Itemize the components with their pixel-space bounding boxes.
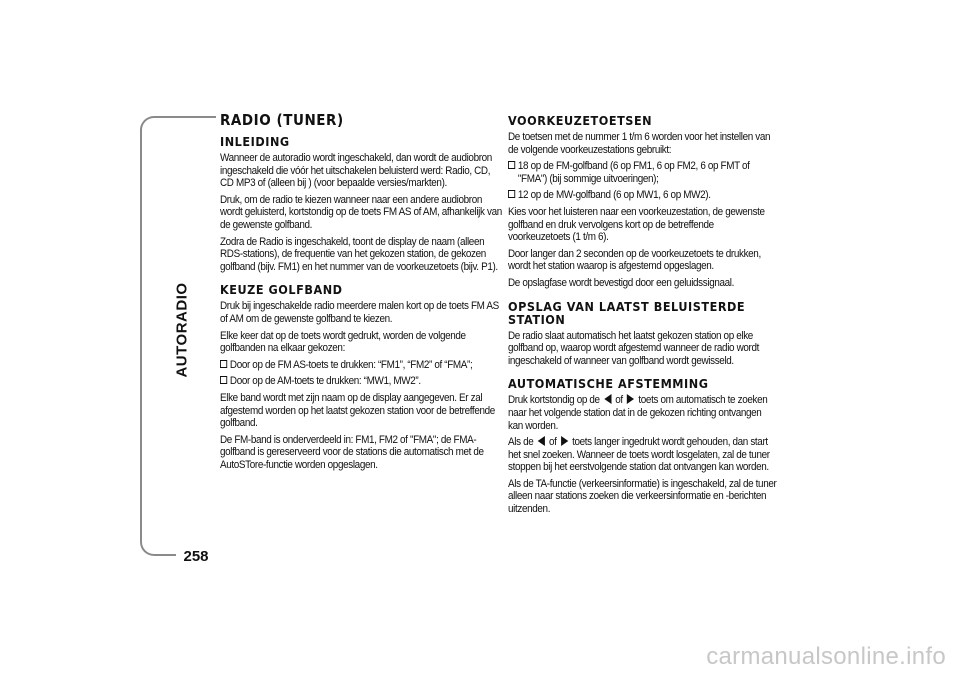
paragraph-band-3: Elke band wordt met zijn naam op de display aangegeven. Er zal afgestemd worden op het laatst gekozen station voor de betreffende golfband. — [220, 391, 495, 430]
bullet-item — [508, 160, 778, 185]
heading-inleiding: INLEIDING — [220, 134, 290, 149]
paragraph-intro-3: Zodra de Radio is ingeschakeld, toont de display de naam (alleen RDS-stations), de frequentie van het gekozen station, de gekozen golfband (bijv. FM1) en het nummer van de voorkeuzetoets (bijv. P1). — [220, 235, 498, 273]
text-fragment: toets langer ingedrukt wordt gehouden, dan start het snel zoeken. Wanneer de toets wordt losgelaten, zal de tuner stoppen bij het eerstvolgende station dat ontvangen kan worden. — [508, 436, 770, 474]
paragraph-intro-2: Druk, om de radio te kiezen wanneer naar een andere audiobron wordt geluisterd, kortstondig op de toets FM AS of AM, afhankelijk van de gewenste golfband. — [220, 193, 502, 231]
paragraph-preset-4: De opslagfase wordt bevestigd door een geluidssignaal. — [508, 276, 735, 289]
checkbox-bullet-icon — [220, 360, 227, 368]
paragraph-intro-1: Wanneer de autoradio wordt ingeschakeld, dan wordt de audiobron ingeschakeld die vóór het uitschakelen beluisterd werd: Radio, CD, CD MP3 of (alleen bij ) (voor bepaalde versies/markten). — [220, 152, 492, 190]
text-fragment: toets om automatisch te zoeken naar het volgende station dat in de gekozen richting ontvangen kan worden. — [508, 394, 768, 432]
checkbox-bullet-icon — [220, 376, 227, 384]
paragraph-band-1: Druk bij ingeschakelde radio meerdere malen kort op de toets FM AS of AM om de gewenste golfband te kiezen. — [220, 300, 499, 325]
text-fragment: Druk kortstondig op de — [508, 394, 603, 407]
heading-opslag-station: OPSLAG VAN LAATST BELUISTERDE STATION — [508, 298, 746, 327]
arrow-right-icon — [561, 436, 568, 446]
bullet-item — [220, 359, 504, 372]
paragraph-store-1: De radio slaat automatisch het laatst gekozen station op elke golfband op, waarop wordt afgestemd wanneer de radio wordt ingeschakeld of wanneer van golfband wordt gewisseld. — [508, 329, 760, 367]
bullet-text: 18 op de FM-golfband (6 op FM1, 6 op FM2, 6 op FMT of "FMA") (bij sommige uitvoeringen); — [517, 160, 750, 185]
chapter-side-label: AUTORADIO — [173, 282, 191, 378]
paragraph-preset-1: De toetsen met de nummer 1 t/m 6 worden voor het instellen van de volgende voorkeuzestations gebruikt: — [508, 131, 771, 156]
paragraph-auto-1 — [508, 394, 778, 432]
arrow-right-icon — [627, 394, 634, 404]
bullet-text: Door op de AM-toets te drukken: “MW1, MW2”. — [229, 375, 421, 388]
paragraph-auto-2 — [508, 436, 778, 474]
right-column — [508, 112, 778, 520]
heading-voorkeuzetoetsen: VOORKEUZETOETSEN — [508, 113, 653, 128]
text-fragment: of — [612, 394, 626, 407]
bullet-text: 12 op de MW-golfband (6 op MW1, 6 op MW2). — [517, 189, 711, 202]
checkbox-bullet-icon — [508, 161, 515, 169]
watermark: carmanualsonline.info — [706, 643, 946, 670]
page-number: 258 — [176, 545, 216, 567]
paragraph-preset-2: Kies voor het luisteren naar een voorkeuzestation, de gewenste golfband en druk vervolgens kort op de betreffende voorkeuzetoets (1 t/m 6). — [508, 205, 765, 244]
paragraph-auto-3: Als de TA-functie (verkeersinformatie) is ingeschakeld, zal de tuner alleen naar stations zoeken die verkeersinformatie en -berichten uitzenden. — [508, 477, 777, 516]
bullet-text: Door op de FM AS-toets te drukken: “FM1”, “FM2” of “FMA”; — [229, 358, 473, 371]
heading-keuze-golfband: KEUZE GOLFBAND — [220, 282, 343, 298]
arrow-left-icon — [604, 394, 611, 404]
section-title-radio-tuner: RADIO (TUNER) — [220, 111, 344, 129]
text-fragment: of — [546, 436, 559, 449]
paragraph-preset-3: Door langer dan 2 seconden op de voorkeuzetoets te drukken, wordt het station waarop is afgestemd opgeslagen. — [508, 247, 761, 273]
bullet-item — [220, 375, 504, 388]
left-column — [220, 112, 504, 475]
arrow-left-icon — [538, 436, 545, 446]
text-fragment: Als de — [508, 436, 536, 449]
checkbox-bullet-icon — [508, 190, 515, 198]
heading-automatische-afstemming: AUTOMATISCHE AFSTEMMING — [508, 376, 709, 392]
bullet-item — [508, 189, 778, 202]
paragraph-band-4: De FM-band is onderverdeeld in: FM1, FM2 of "FMA"; de FMA-golfband is gereserveerd voor de stations die automatisch met de AutoSTore-functie worden opgeslagen. — [220, 433, 484, 471]
paragraph-band-2: Elke keer dat op de toets wordt gedrukt, worden de volgende golfbanden na elkaar gekozen: — [220, 329, 466, 355]
